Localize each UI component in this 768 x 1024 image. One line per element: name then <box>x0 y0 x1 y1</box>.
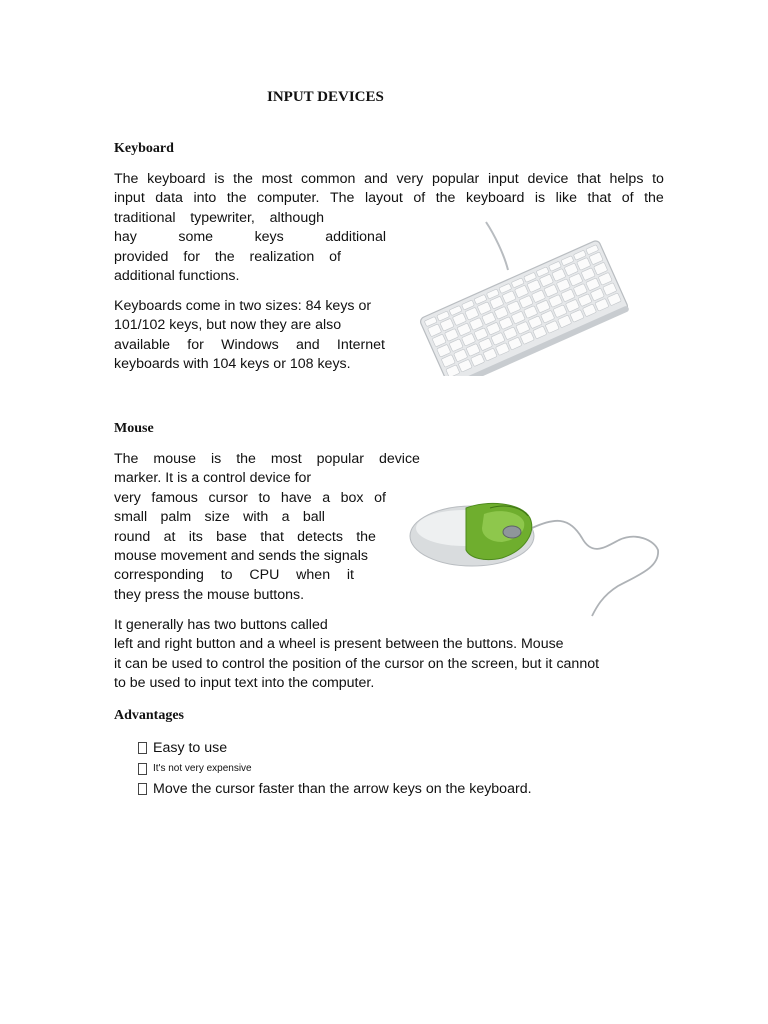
list-item <box>138 738 532 759</box>
page-title: INPUT DEVICES <box>267 89 384 105</box>
keyboard-heading: Keyboard <box>114 141 174 156</box>
text-line: provided for the realization of <box>114 248 341 265</box>
list-item <box>138 759 532 780</box>
text-line: small palm size with a ball <box>114 509 325 526</box>
list-item-text: Move the cursor faster than the arrow keys on the keyboard. <box>153 781 532 798</box>
list-item <box>138 779 532 800</box>
text-line: marker. It is a control device for <box>114 470 312 487</box>
list-item-text: Easy to use <box>153 740 228 757</box>
text-line: Keyboards come in two sizes: 84 keys or <box>114 298 372 314</box>
text-line: mouse movement and sends the signals <box>114 548 368 565</box>
text-line: to be used to input text into the computer. <box>114 675 375 692</box>
text-line: keyboards with 104 keys or 108 keys. <box>114 356 351 373</box>
bullet-icon <box>138 742 147 754</box>
text-line: hay some keys additional <box>114 229 386 246</box>
mouse-paragraph-1 <box>114 450 420 605</box>
text-line: it can be used to control the position of the cursor on the screen, but it cannot <box>114 655 600 672</box>
advantages-list <box>138 738 532 800</box>
keyboard-paragraph-2 <box>114 297 394 375</box>
text-line: traditional typewriter, although <box>114 209 324 226</box>
mouse-heading: Mouse <box>114 421 154 436</box>
bullet-icon <box>138 783 147 795</box>
mouse-paragraph-2 <box>114 616 654 694</box>
text-line: 101/102 keys, but now they are also <box>114 317 342 334</box>
text-line: It generally has two buttons called <box>114 617 328 633</box>
text-line: left and right button and a wheel is present between the buttons. Mouse <box>114 636 564 653</box>
text-line: round at its base that detects the <box>114 528 376 545</box>
text-line: The keyboard is the most common and very popular input device that helps to <box>114 171 664 187</box>
text-line: additional functions. <box>114 268 240 285</box>
text-line: input data into the computer. The layout of the keyboard is like that of the <box>114 190 664 207</box>
bullet-icon <box>138 763 147 775</box>
text-line: very famous cursor to have a box of <box>114 489 386 506</box>
advantages-heading: Advantages <box>114 708 185 723</box>
mouse-image <box>404 488 662 622</box>
keyboard-image <box>416 214 632 376</box>
text-line: available for Windows and Internet <box>114 336 385 353</box>
text-line: corresponding to CPU when it <box>114 567 354 584</box>
text-line: The mouse is the most popular device <box>114 451 420 467</box>
text-line: they press the mouse buttons. <box>114 586 305 603</box>
list-item-text: It's not very expensive <box>153 763 252 775</box>
